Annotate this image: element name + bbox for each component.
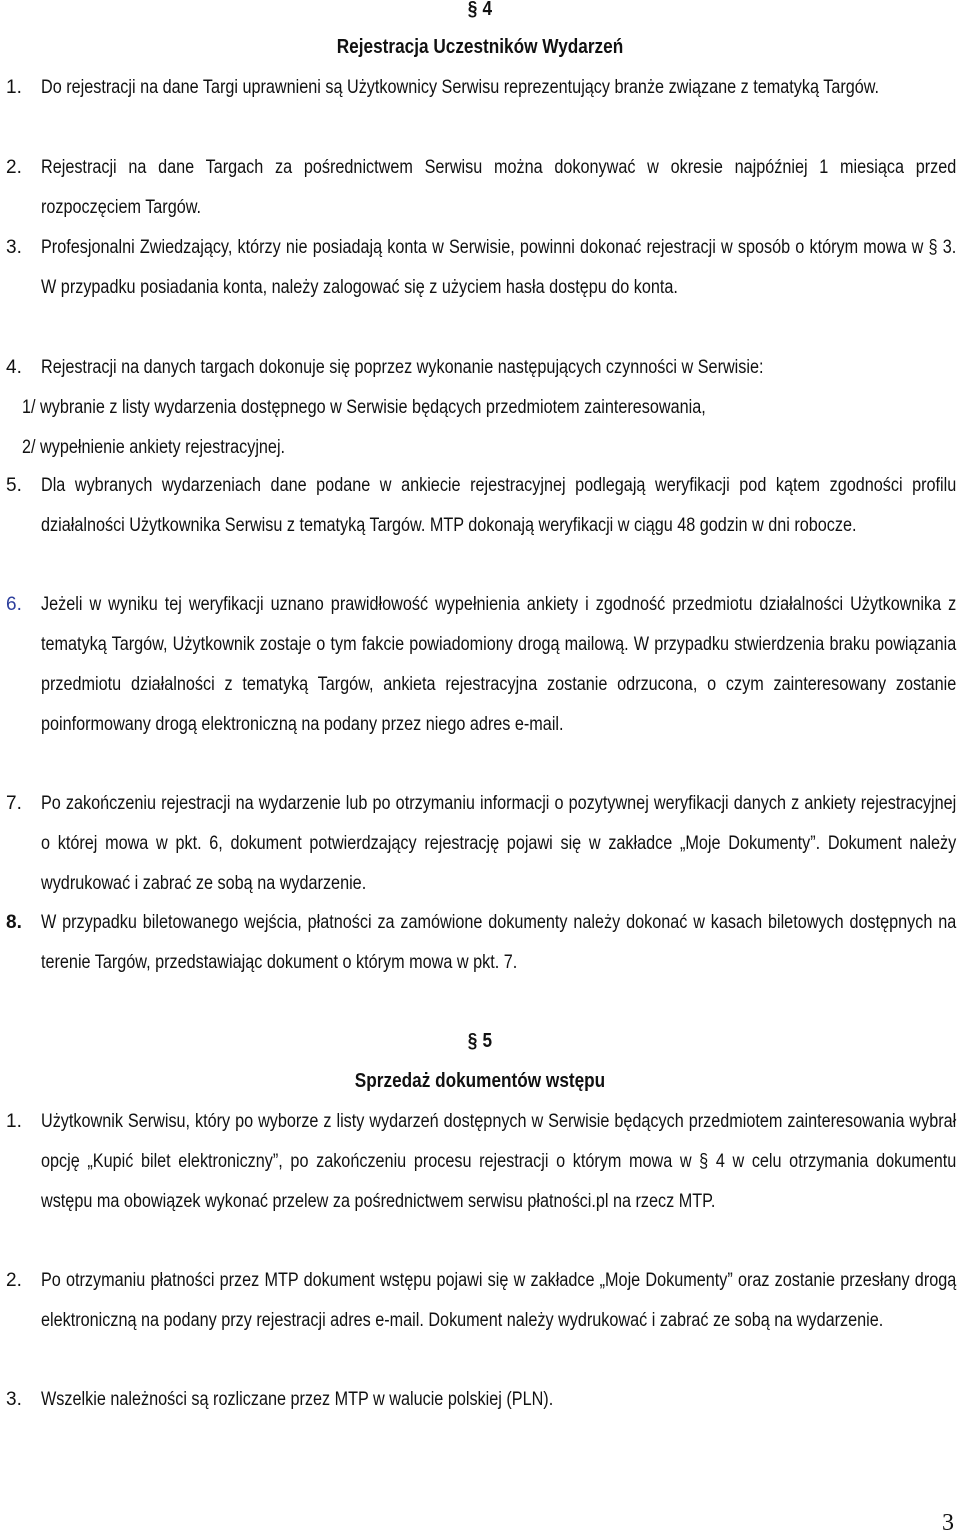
section-title: Sprzedaż dokumentów wstępu [354, 1070, 606, 1092]
item-number: 1. [6, 1111, 22, 1132]
item-text: Wszelkie należności są rozliczane przez MTP w walucie polskiej (PLN). [41, 1389, 554, 1410]
item-text: Rejestracji na danych targach dokonuje się poprzez wykonanie następujących czynności w Serwisie: [41, 357, 764, 378]
item-number: 2. [6, 157, 22, 178]
item-text: Dla wybranych wydarzeniach dane podane w ankiecie rejestracyjnej podlegają weryfikacji pod kątem zgodności profilu działalności Użytkownika Serwisu z tematyką Targów. MTP dokonają weryfikacji w ciągu 48 godzin w dni robocze. [41, 475, 957, 536]
sub-item: 2/ wypełnienie ankiety rejestracyjnej. [22, 437, 286, 458]
item-text: Po zakończeniu rejestracji na wydarzenie lub po otrzymaniu informacji o pozytywnej weryfikacji danych z ankiety rejestracyjnej o której mowa w pkt. 6, dokument potwierdzający rejestrację pojawi się w zakładce „Moje Dokumenty”. Dokument należy wydrukować i zabrać ze sobą na wydarzenie. [41, 793, 957, 894]
item-number: 3. [6, 1389, 22, 1410]
item-text: Użytkownik Serwisu, który po wyborze z listy wydarzeń dostępnych w Serwisie będących przedmiotem zainteresowania wybrał opcję „Kupić bilet elektroniczny”, po zakończeniu procesu rejestracji o którym mowa w § 4 w celu otrzymania dokumentu wstępu ma obowiązek wykonać przelew za pośrednictwem serwisu płatności.pl na rzecz MTP. [41, 1111, 957, 1212]
section-number: § 4 [467, 0, 493, 20]
section-number: § 5 [467, 1030, 493, 1052]
item-text: Profesjonalni Zwiedzający, którzy nie posiadają konta w Serwisie, powinni dokonać rejestracji w sposób o którym mowa w § 3. W przypadku posiadania konta, należy zalogować się z użyciem hasła dostępu do konta. [41, 237, 957, 298]
item-number: 8. [6, 912, 22, 933]
item-number: 4. [6, 357, 22, 378]
section-title: Rejestracja Uczestników Wydarzeń [336, 36, 624, 58]
page-number: 3 [942, 1510, 954, 1536]
item-text: Do rejestracji na dane Targi uprawnieni są Użytkownicy Serwisu reprezentujący branże związane z tematyką Targów. [41, 77, 880, 98]
sub-item: 1/ wybranie z listy wydarzenia dostępnego w Serwisie będących przedmiotem zainteresowania, [22, 397, 706, 418]
item-number: 1. [6, 77, 22, 98]
item-text: Po otrzymaniu płatności przez MTP dokument wstępu pojawi się w zakładce „Moje Dokumenty” oraz zostanie przesłany drogą elektroniczną na podany przy rejestracji adres e-mail. Dokument należy wydrukować i zabrać ze sobą na wydarzenie. [41, 1270, 957, 1331]
item-number: 3. [6, 237, 22, 258]
item-number: 2. [6, 1270, 22, 1291]
item-number: 6. [6, 594, 22, 615]
item-text: W przypadku biletowanego wejścia, płatności za zamówione dokumenty należy dokonać w kasach biletowych dostępnych na terenie Targów, przedstawiając dokument o którym mowa w pkt. 7. [41, 912, 957, 973]
item-number: 7. [6, 793, 22, 814]
item-text: Rejestracji na dane Targach za pośrednictwem Serwisu można dokonywać w okresie najpóźniej 1 miesiąca przed rozpoczęciem Targów. [41, 157, 957, 218]
item-number: 5. [6, 475, 22, 496]
item-text: Jeżeli w wyniku tej weryfikacji uznano prawidłowość wypełnienia ankiety i zgodność przedmiotu działalności Użytkownika z tematyką Targów, Użytkownik zostaje o tym fakcie powiadomiony drogą mailową. W przypadku stwierdzenia braku powiązania przedmiotu działalności z tematyką Targów, ankieta rejestracyjna zostanie odrzucona, o czym zainteresowany zostanie poinformowany drogą elektroniczną na podany przez niego adres e-mail. [41, 594, 957, 735]
